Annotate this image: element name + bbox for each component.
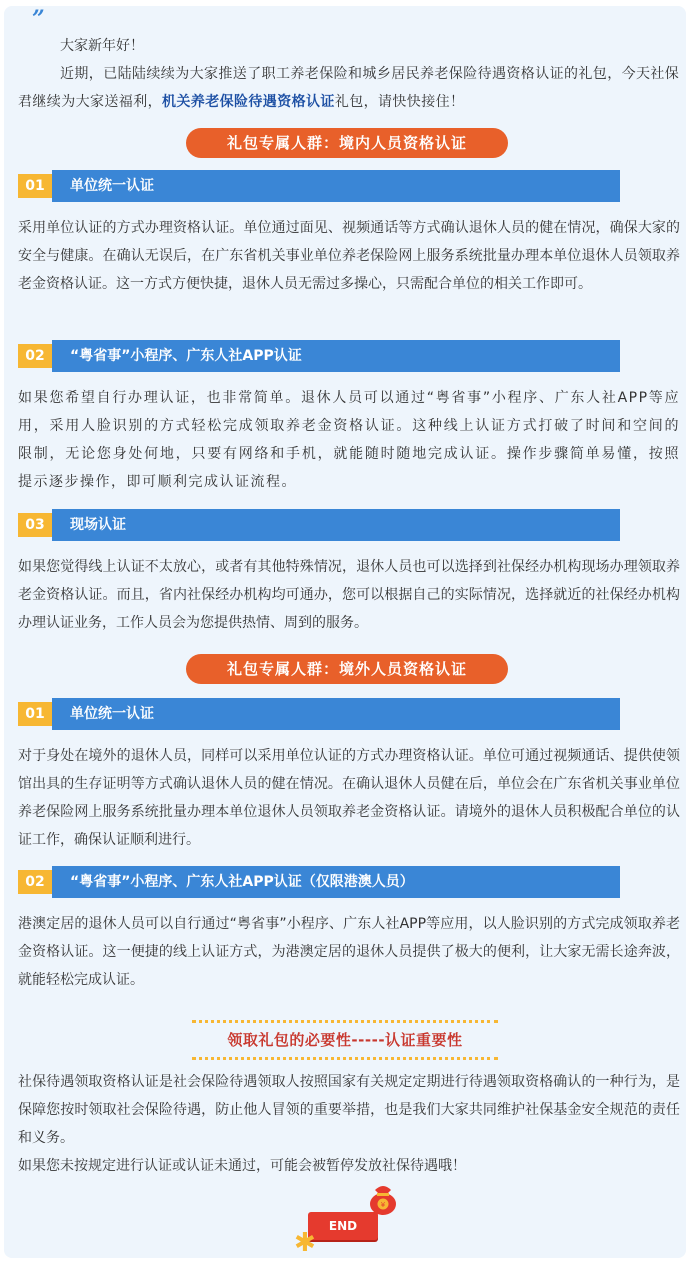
item-title: 现场认证 [70, 517, 126, 533]
item-bar-overseas-1 [18, 698, 620, 730]
paragraph-domestic-2: 如果您希望自行办理认证，也非常简单。退休人员可以通过“粤省事”小程序、广东人社APP等应用，采用人脸识别的方式轻松完成领取养老金资格认证。这种线上认证方式打破了时间和空间的限制，无论您身处何地，只要有网络和手机，就能随时随地完成认证。操作步骤简单易懂，按照提示逐步操作，即可顺利完成认证流程。 [18, 390, 680, 490]
red-envelope-bag-icon [366, 1180, 400, 1216]
item-bar-overseas-2 [18, 866, 620, 898]
paragraph-overseas-2: 港澳定居的退休人员可以自行通过“粤省事”小程序、广东人社APP等应用，以人脸识别的方式完成领取养老金资格认证。这一便捷的线上认证方式，为港澳定居的退休人员提供了极大的便利，让大家无需长途奔波，就能轻松完成认证。 [18, 916, 680, 988]
intro-paragraph: 近期，已陆陆续续为大家推送了职工养老保险和城乡居民养老保险待遇资格认证的礼包，今天社保君继续为大家送福利，机关养老保险待遇资格认证礼包，请快快接住！ [18, 66, 680, 110]
item-title: 单位统一认证 [70, 706, 154, 722]
item-number-badge: 02 [18, 870, 52, 894]
end-footer [294, 1178, 414, 1258]
necessity-paragraph: 社保待遇领取资格认证是社会保险待遇领取人按照国家有关规定定期进行待遇领取资格确认的一种行为，是保障您按时领取社会保险待遇，防止他人冒领的重要举措，也是我们大家共同维护社保基金安全规范的责任和义务。 [18, 1074, 680, 1146]
paragraph-domestic-1: 采用单位认证的方式办理资格认证。单位通过面见、视频通话等方式确认退休人员的健在情况，确保大家的安全与健康。在确认无误后，在广东省机关事业单位养老保险网上服务系统批量办理本单位退休人员领取养老金资格认证。这一方式方便快捷，退休人员无需过多操心，只需配合单位的相关工作即可。 [18, 220, 680, 292]
necessity-warning: 如果您未按规定进行认证或认证未通过，可能会被暂停发放社保待遇哦！ [18, 1158, 466, 1174]
paragraph-domestic-3: 如果您觉得线上认证不太放心，或者有其他特殊情况，退休人员也可以选择到社保经办机构现场办理领取养老金资格认证。而且，省内社保经办机构均可通办，您可以根据自己的实际情况，选择就近的社保经办机构办理认证业务，工作人员会为您提供热情、周到的服务。 [18, 559, 680, 631]
intro [18, 32, 682, 116]
bar-background [52, 509, 620, 541]
section-banner-domestic: 礼包专属人群：境内人员资格认证 [186, 128, 508, 158]
item-number-badge: 02 [18, 344, 52, 368]
item-bar-domestic-1 [18, 170, 620, 202]
item-number-badge: 03 [18, 513, 52, 537]
item-number-badge: 01 [18, 702, 52, 726]
end-label: END [308, 1212, 378, 1240]
section-banner-overseas: 礼包专属人群：境外人员资格认证 [186, 654, 508, 684]
svg-text:¥: ¥ [380, 1201, 386, 1209]
item-title: “粤省事”小程序、广东人社APP认证 [70, 348, 302, 364]
item-title: “粤省事”小程序、广东人社APP认证（仅限港澳人员） [70, 874, 414, 890]
quote-mark-icon: ” [32, 6, 45, 32]
item-bar-domestic-2 [18, 340, 620, 372]
item-title: 单位统一认证 [70, 178, 154, 194]
necessity-title: 领取礼包的必要性-----认证重要性 [192, 1020, 498, 1060]
intro-highlight: 机关养老保险待遇资格认证 [162, 94, 335, 110]
paragraph-overseas-1: 对于身处在境外的退休人员，同样可以采用单位认证的方式办理资格认证。单位可通过视频通话、提供使领馆出具的生存证明等方式确认退休人员的健在情况。在确认退休人员健在后，单位会在广东省机关事业单位养老保险网上服务系统批量办理本单位退休人员领取养老金资格认证。请境外的退休人员积极配合单位的认证工作，确保认证顺利进行。 [18, 748, 680, 848]
sparkle-icon: ✱ [294, 1228, 316, 1258]
item-bar-domestic-3 [18, 509, 620, 541]
article-card [4, 6, 686, 1258]
item-number-badge: 01 [18, 174, 52, 198]
greeting: 大家新年好！ [60, 38, 144, 54]
